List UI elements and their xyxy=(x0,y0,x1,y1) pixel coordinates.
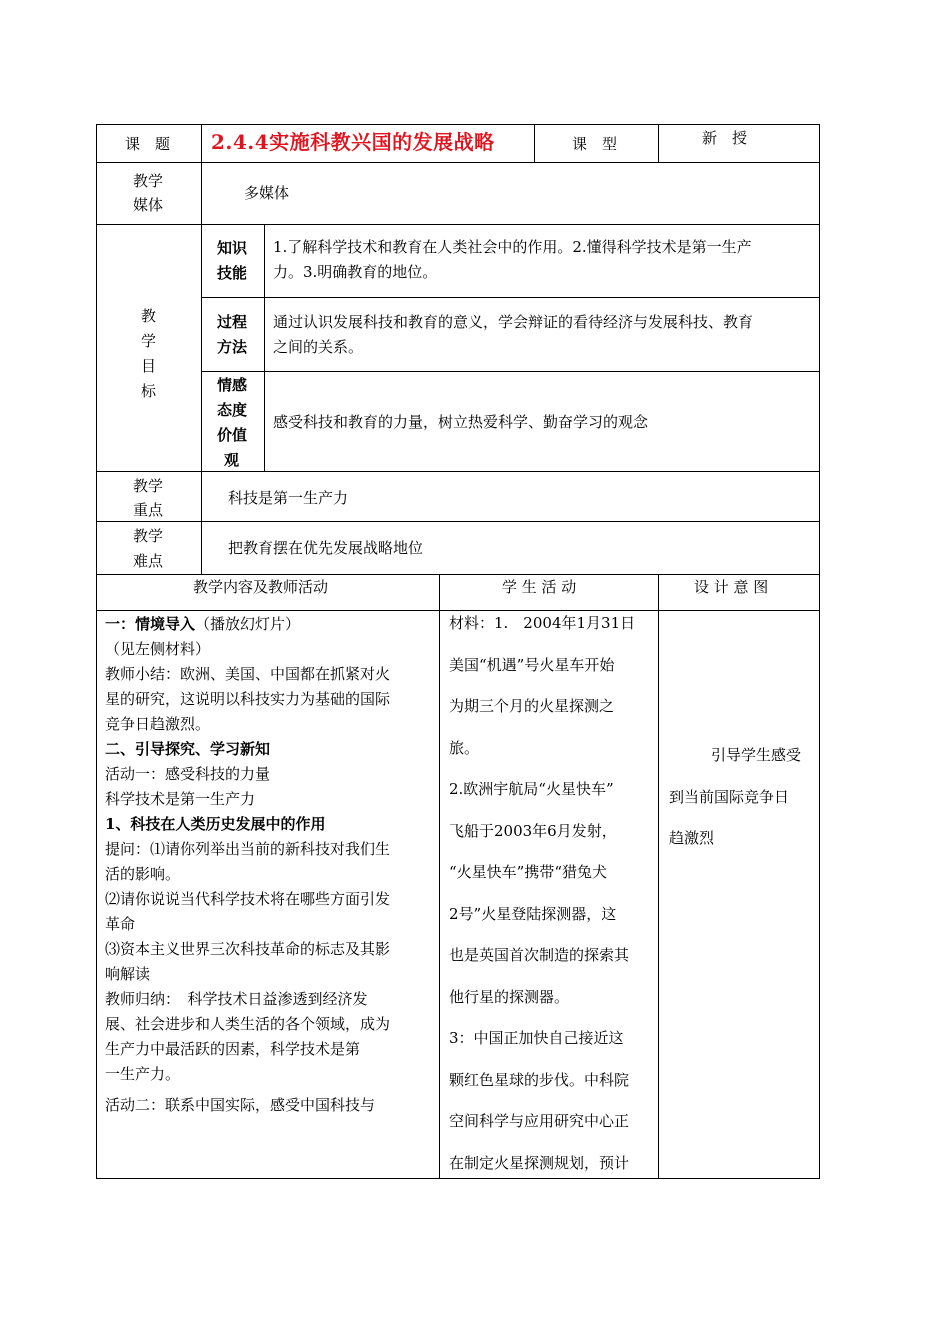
list-item: 他行星的探测器。 xyxy=(449,987,570,1006)
media-value: 多媒体 xyxy=(244,184,290,202)
process-text: 通过认识发展科技和教育的意义，学会辩证的看待经济与发展科技、教育 xyxy=(273,313,754,331)
list-item: 2号”火星登陆探测器，这 xyxy=(449,904,617,923)
list-item: 引导学生感受 xyxy=(711,746,802,764)
list-item: 星的研究，这说明以科技实力为基础的国际 xyxy=(105,690,391,708)
table-border xyxy=(96,471,820,472)
table-border xyxy=(96,124,97,1179)
lesson-title: 2.4.4实施科教兴国的发展战略 xyxy=(211,130,495,154)
difficulty-label: 难点 xyxy=(133,552,164,570)
table-border xyxy=(819,124,820,1179)
list-item: 活动二：联系中国实际，感受中国科技与 xyxy=(105,1096,376,1114)
list-item: 趋激烈 xyxy=(669,829,715,847)
media-label: 媒体 xyxy=(133,196,164,214)
list-item: 教师归纳： 科学技术日益渗透到经济发 xyxy=(105,990,368,1008)
emotion-label: 情感 xyxy=(217,376,248,394)
emotion-label: 价值 xyxy=(217,426,248,444)
media-label: 教学 xyxy=(133,172,164,190)
list-item: “火星快车”携带“猎兔犬 xyxy=(449,863,608,881)
teacher-content xyxy=(105,612,390,1118)
list-item: 活动一：感受科技的力量 xyxy=(105,765,271,783)
list-item: 竞争日趋激烈。 xyxy=(105,715,211,733)
table-border xyxy=(96,162,820,163)
list-item: 一生产力。 xyxy=(105,1065,181,1083)
emotion-label: 态度 xyxy=(217,401,248,419)
list-item: 为期三个月的火星探测之 xyxy=(449,697,615,715)
difficulty-value: 把教育摆在优先发展战略地位 xyxy=(228,539,424,557)
list-item: 响解读 xyxy=(105,965,151,983)
knowledge-label: 知识 xyxy=(217,239,248,257)
list-item: 飞船于2003年6月发射， xyxy=(449,821,617,840)
section-heading: 1、科技在人类历史发展中的作用 xyxy=(105,815,326,833)
emotion-label: 观 xyxy=(224,451,240,469)
knowledge-text: 1.了解科学技术和教育在人类社会中的作用。2.懂得科学技术是第一生产 xyxy=(273,238,752,256)
objectives-label: 标 xyxy=(141,382,157,400)
list-item: 革命 xyxy=(105,915,136,933)
objectives-label: 教 xyxy=(141,307,157,325)
objectives-label: 学 xyxy=(141,332,157,350)
table-border xyxy=(264,224,265,472)
list-item: （见左侧材料） xyxy=(105,640,211,658)
topic-label: 课 题 xyxy=(125,135,171,153)
table-border xyxy=(439,574,440,1179)
list-item: 活的影响。 xyxy=(105,865,181,883)
list-item: 展、社会进步和人类生活的各个领域，成为 xyxy=(105,1015,391,1033)
design-content xyxy=(669,735,801,860)
key-point-label: 教学 xyxy=(133,477,164,495)
list-item: 到当前国际竞争日 xyxy=(669,787,790,806)
list-item: 3：中国正加快自己接近这 xyxy=(449,1029,624,1047)
table-border xyxy=(96,124,820,125)
list-item: 教师小结：欧洲、美国、中国都在抓紧对火 xyxy=(105,665,391,683)
list-item: 也是英国首次制造的探索其 xyxy=(449,946,630,964)
table-border xyxy=(201,124,202,575)
emotion-text: 感受科技和教育的力量，树立热爱科学、勤奋学习的观念 xyxy=(273,413,649,431)
list-item: 生产力中最活跃的因素，科学技术是第 xyxy=(105,1040,361,1058)
student-content xyxy=(449,603,635,1184)
list-item: ⑵请你说说当代科学技术将在哪些方面引发 xyxy=(105,890,391,908)
difficulty-label: 教学 xyxy=(133,527,164,545)
list-item: 空间科学与应用研究中心正 xyxy=(449,1112,630,1130)
key-point-label: 重点 xyxy=(133,501,164,519)
column-header-teacher: 教学内容及教师活动 xyxy=(193,578,329,596)
type-value: 新 授 xyxy=(702,129,748,147)
list-item: 材料：1. 2004年1月31日 xyxy=(449,614,636,632)
table-border xyxy=(201,371,820,372)
list-item: 美国“机遇”号火星车开始 xyxy=(449,655,615,674)
column-header-student: 学 生 活 动 xyxy=(502,578,577,596)
table-border xyxy=(658,124,659,163)
list-item: ⑶资本主义世界三次科技革命的标志及其影 xyxy=(105,940,391,958)
knowledge-text: 力。3.明确教育的地位。 xyxy=(273,263,438,281)
process-text: 之间的关系。 xyxy=(273,338,364,356)
objectives-label: 目 xyxy=(141,357,157,375)
table-border xyxy=(96,224,820,225)
table-border xyxy=(96,521,820,522)
list-item: 旅。 xyxy=(449,738,480,757)
list-item: 2.欧洲宇航局“火星快车” xyxy=(449,780,614,798)
process-label: 方法 xyxy=(217,338,248,356)
table-border xyxy=(534,124,535,163)
table-border xyxy=(658,574,659,1179)
section-heading: 二、引导探究、学习新知 xyxy=(105,740,271,758)
knowledge-label: 技能 xyxy=(217,264,248,282)
list-item: 一：情境导入（播放幻灯片） xyxy=(105,615,301,633)
column-header-design: 设 计 意 图 xyxy=(694,578,769,596)
table-border xyxy=(201,297,820,298)
type-label: 课 型 xyxy=(572,135,618,153)
list-item: 提问：⑴请你列举出当前的新科技对我们生 xyxy=(105,840,391,858)
list-item: 在制定火星探测规划，预计 xyxy=(449,1153,630,1172)
list-item: 颗红色星球的步伐。中科院 xyxy=(449,1070,630,1089)
key-point-value: 科技是第一生产力 xyxy=(228,489,349,507)
list-item: 科学技术是第一生产力 xyxy=(105,790,256,808)
process-label: 过程 xyxy=(217,313,248,331)
